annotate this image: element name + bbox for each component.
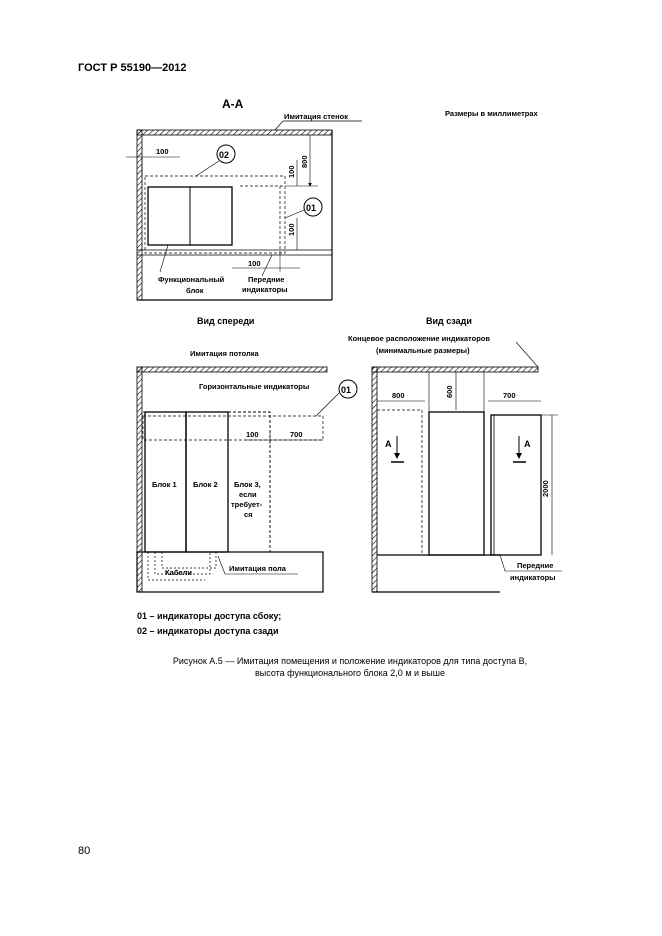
front-dim-700: 700 (290, 430, 303, 439)
section-mark-left: А (385, 439, 392, 449)
wall-label: Имитация стенок (284, 112, 348, 121)
caption-line1: Рисунок А.5 — Имитация помещения и положение индикаторов для типа доступа В, (172, 656, 528, 666)
rear-dim-700: 700 (503, 391, 516, 400)
units-note: Размеры в миллиметрах (445, 109, 538, 118)
legend-item-01: 01 – индикаторы доступа сбоку; (137, 611, 282, 621)
block-3-label-line3: требует- (231, 500, 263, 509)
front-view (137, 316, 357, 592)
block-3-label-line2: если (239, 490, 257, 499)
section-title: А-А (222, 97, 244, 111)
plan-dim-800: 800 (300, 155, 309, 168)
front-ceiling (137, 367, 327, 372)
rear-front-label-line2: индикаторы (510, 573, 556, 582)
floor-label: Имитация пола (229, 564, 286, 573)
section-mark-right: А (524, 439, 531, 449)
rear-view (348, 316, 562, 592)
front-view-title: Вид спереди (197, 316, 255, 326)
block-label-line2: блок (186, 286, 204, 295)
rear-dim-2000: 2000 (541, 480, 550, 497)
end-label-line1: Концевое расположение индикаторов (348, 334, 490, 343)
plan-front-label-line2: индикаторы (242, 285, 288, 294)
plan-top-wall (137, 130, 332, 135)
cables-label: Кабели (165, 568, 193, 577)
block-2-label: Блок 2 (193, 480, 218, 489)
legend-item-02: 02 – индикаторы доступа сзади (137, 626, 279, 636)
plan-left-wall (137, 130, 142, 300)
marker-01-front-label: 01 (341, 385, 352, 395)
rear-view-title: Вид сзади (426, 316, 472, 326)
rear-block-right (491, 415, 541, 555)
end-label-line2: (минимальные размеры) (376, 346, 470, 355)
rear-dim-800: 800 (392, 391, 405, 400)
rear-indicator-zone-left (377, 410, 422, 555)
rear-block (429, 412, 484, 555)
front-dim-100: 100 (246, 430, 259, 439)
plan-dim-100-left: 100 (156, 147, 169, 156)
plan-dim-100-right: 100 (287, 223, 296, 236)
marker-02-label: 02 (219, 150, 230, 160)
rear-dim-600: 600 (445, 385, 454, 398)
rear-left-wall (372, 367, 377, 592)
block-3-label-line4: ся (244, 510, 253, 519)
rear-front-label-line1: Передние (517, 561, 554, 570)
front-left-wall (137, 367, 142, 592)
plan-view (126, 112, 362, 300)
plan-dim-100-bottom: 100 (248, 259, 261, 268)
marker-01-plan-label: 01 (306, 203, 317, 213)
plan-front-label-line1: Передние (248, 275, 285, 284)
rear-ceiling (372, 367, 538, 372)
block-1-label: Блок 1 (152, 480, 177, 489)
plan-dim-100-upper: 100 (287, 165, 296, 178)
ceiling-label: Имитация потолка (190, 349, 259, 358)
block-label-line1: Функциональный (158, 275, 225, 284)
standard-header: ГОСТ Р 55190—2012 (78, 62, 187, 74)
page-number: 80 (78, 845, 91, 857)
caption-line2: высота функционального блока 2,0 м и выше (254, 668, 446, 678)
horizontal-label: Горизонтальные индикаторы (199, 382, 310, 391)
block-3-label-line1: Блок 3, (234, 480, 261, 489)
